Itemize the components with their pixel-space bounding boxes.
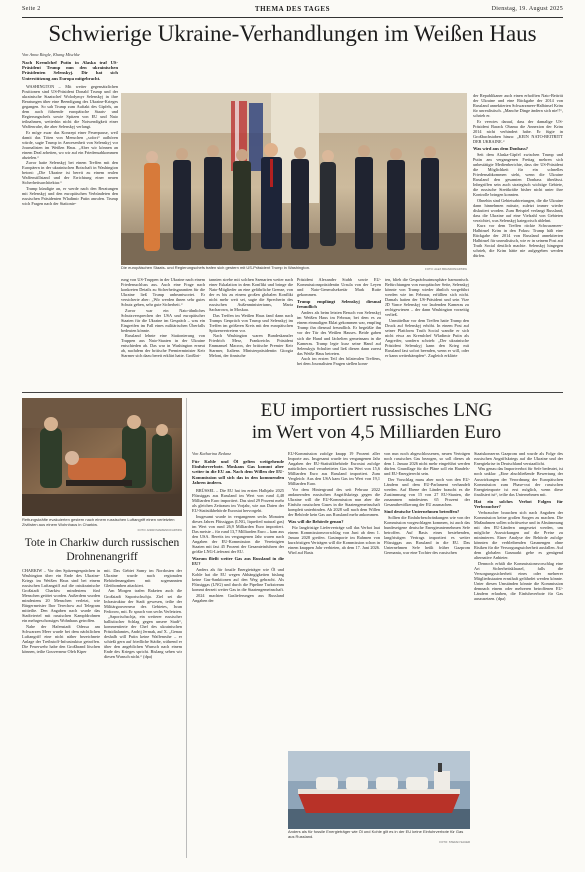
column-divider <box>186 398 187 858</box>
main-headline: Schwierige Ukraine-Verhandlungen im Weißen Haus <box>48 21 537 46</box>
paragraph: EU-Kommission zufolge knapp 19 Prozent aller Importe aus. Insgesamt wurde im vergangenen Jahr Angaben der EU-Statistikbehörde Eurostat zufolge natürliches und verarbeitetes Gas im Wert von 15,6 Milliarden Euro aus Russland importiert. Zum Vergleich: Aus den USA kam Gas im Wert von 19,1 Milliarden Euro. <box>288 451 380 487</box>
paragraph: Staatskonzerns Gazprom und wurde als Folge des russischen Angriffskriegs auf die Ukraine und der Energiekrise in Deutschland verstaatlicht. <box>474 451 563 467</box>
paragraph: Zuvor war ein Nato-ähnliches Schutzversprechen der USA und europäischer Staaten für die Ukraine im Gespräch – was ein Eingreifen im Fall eines militärischen Überfalls bedeuten könnte. <box>121 307 205 333</box>
main-byline: Von Anna Ringle, Khang Mischke <box>22 52 80 57</box>
lng-lead: Für Kohle und Öl gelten weitgehende Einfuhrverbote. Moskaus Gas kommt aber weiter in die EU an. Nach dem Willen der EU-Kommission soll sich das in den kommenden Jahren ändern. <box>192 459 284 485</box>
subheading: Warum fließt weiter Gas aus Russland in die EU? <box>192 555 284 567</box>
paragraph: CHARKIW – Vor den Spitzengesprächen in Washington über ein Ende des Ukraine-Kriegs im Weißen Haus sind bei einem russischen Luftangriff auf die ostukrainische Großstadt Charkiw mindestens fünf Menschen getötet worden. Außerdem wurden mindestens 20 Menschen verletzt, wie Bürgermeister Ihor Terechow auf Telegram mitteilte. Den Angaben nach wurde das Stadtviertel mit russischen Kampfdrohnen ein mehrgeschossiges Wohnhaus getroffen. <box>22 568 100 624</box>
main-lead: Nach Kremlchef Putin in Alaska traf US-Präsident Trump nun den ukrainischen Präsidenten Selenskyj. Dir hat sich Unterstützung aus Europa mitgebracht. <box>22 60 118 81</box>
lng-tanker-photo-image <box>288 751 470 829</box>
paragraph: Nach Washington waren Bundeskanzler Friedrich Merz, Frankreichs Präsident Emmanuel Macron, der britische Premier Keir Starmer, Italiens Ministerpräsidentin Giorgia Meloni, der finnische <box>209 333 293 359</box>
section-title: THEMA DES TAGES <box>254 5 331 13</box>
charkiw-photo <box>22 398 182 516</box>
paragraph: der Republikaner auch einen erhofften Nato-Beitritt der Ukraine und eine Rückgabe der 2014 von Russland annektierten Schwarzmeer-Halbinsel Krim für unrealistisch. „Manche Dinge ändern sich nie!!“, schrieb er. <box>473 93 563 119</box>
paragraph: Er möge zwar das Konzept einer Feuerpause, weil damit das Töten von Menschen „sofort“ aufhören würde, sagte Trump in Anwesenheit von Selenskyj vor Journalisten im Weißen Haus. „Aber wir können an einem Deal arbeiten, wo wir auf ein Friedensabkommen abzielen.“ <box>22 129 118 160</box>
paragraph: mit. Das Gebiet Sumy im Nordosten der Ukraine wurde nach regionalen Behördenangaben mit sogenannten Gleitbomben attackiert. <box>104 568 182 589</box>
main-article-col1 <box>22 52 118 389</box>
lng-photo-caption: Anders als für fossile Energieträger wie Öl und Kohle gilt es in der EU keine Einfuhrverbote für Gas aus Russland. <box>288 829 464 839</box>
charkiw-photo-caption: Rettungskräfte evakuierten gestern nach einem russischen Luftangriff einen verletzten Zivilisten aus einem Wohnhaus in Charkiw. <box>22 517 175 527</box>
paragraph: ten, blieb die Gesprächsatmosphäre harmonisch. Befürchtungen von europäischer Seite, Selenskyj könnte von Trump wieder ähnlich vorgeführt werden wie im Februar, erfüllten sich nicht. Damals hatten der US-Präsident und sein Vize JD Vance Selenskyj vor laufenden Kameras zu rechtgewiesen – der dann Washington vorzeitig verließ. <box>385 277 469 318</box>
subheading: Sind deutsche Unternehmen betroffen? <box>384 508 460 514</box>
paragraph: tannien strebe mit solchen Szenarien weiter nach einer Eskalation in dem Konflikt und bringe die Nato-Mitglieder an eine gefährliche Grenze, von der es bis zu einem großen globalen Konflikt nicht mehr weit sei, sagte die Sprecherin des russischen Außenministeriums, Maria Sacharowa, in Moskau. <box>209 277 293 313</box>
paragraph: Zuvor hatte Selenskyj bei einem Treffen mit den Europäern in der ukrainischen Botschaft in Washington betont: „Die Ukraine ist bereit zu einem realen Waffenstillstand und der Errichtung einer neuen Sicherheitsarchitektur.“ <box>22 160 118 186</box>
lng-headline-line2: im Wert von 4,5 Milliarden Euro <box>251 422 502 443</box>
paragraph: Unmittelbar vor dem Treffen hatte Trump den Druck auf Selenskyj erhöht. In einem Post auf seiner Plattform Truth Social wandte er sich nicht etwa an Kremlchef Wladimir Putin als Angreifer, sondern schrieb: „Der ukrainische Präsident Selenskyj kann den Krieg mit Russland fast sofort beenden, wenn er will, oder er kann weiterkämpfen“. Zugleich erklärte <box>385 317 469 358</box>
paragraph: Insgesamt wurde in vergangenen sechs Monaten dieses Jahres Flüssiggas (LNG, liquefied natural gas) im Wert von rund 26,9 Milliarden Euro importiert. Das meiste – für rund 13,7 Milliarden Euro – kam aus den USA. Bereits im vergangenen Jahr waren nach Angaben der EU-Kommission die Vereinigten Staaten mit fast 45 Prozent der Gesamteinfuhren der größte LNG-Lieferant der EU. <box>192 513 284 554</box>
paragraph: Anders als beim letzten Besuch von Selenskyj im Weißen Haus im Februar, bei dem es zu einem einmaligen Eklat gekommen war, empfing Trump ihn diesmal freundlich. Er begrüßte ihn vor der Tür des Weißen Hauses. Beide gaben sich die Hand und lächelten gemeinsam in die Kameras. Trump legte kurz seine Hand auf Selenskyjs Schulter und ließ diesen dann zuerst das Weiße Haus betreten. <box>297 310 381 356</box>
paragraph: Anders als für fossile Energieträger wie Öl und Kohle hat die EU wegen Abhängigkeiten bislang keine Gas-Sanktionen auf den Weg gebracht. Als Flüssiggas (LNG) und durch die Pipeline Turkstream kommt derzeit weiter Gas in die Staatengemeinschaft. <box>192 567 284 593</box>
issue-date: Dienstag, 19. August 2025 <box>491 6 563 12</box>
charkiw-photo-credit: FOTO: ANDRI MARIENKO/AP/DPA <box>137 528 182 532</box>
lng-headline-line1: EU importiert russisches LNG <box>260 400 493 421</box>
main-article-col6 <box>473 93 563 389</box>
lng-col1 <box>192 451 284 861</box>
lng-photo-credit: FOTO: STEFAN SAUER <box>439 840 470 844</box>
paragraph: Vor dem Hintergrund des seit Februar 2022 andauernden russischen Angriffskriegs gegen die Ukraine will die EU-Kommission nun aber die Einfuhr russischen Gases in die Staatengemeinschaft komplett unterbinden. Ab 2028 soll nach dem Willen der Behörde kein Gas aus Russland mehr ankommen. <box>288 486 380 517</box>
paragraph: Verbraucher brauchen sich nach Angaben der Kommission keine großen Sorgen zu machen. Die Maßnahmen sollen schrittweise und in Abstimmung mit den EU-Ländern umgesetzt werden, um mögliche Auswirkungen auf die Preise zu minimieren. Einer Analyse der Behörde zufolge könnten die verbleibenden Gasmengen ohne Risiken für die Versorgungssicherheit ausfallen. Auf dem globalen Gasmarkt gebe es genügend alternative Anbieter. <box>474 509 563 561</box>
paragraph: Er verwies darauf, dass der damalige US-Präsident Barack Obama die Annexion der Krim 2014 nicht verhindert habe. Er fügte in Großbuchstaben hinzu: „KEIN NATO-BEITRITT DER UKRAINE.“ <box>473 118 563 144</box>
lng-col2 <box>288 451 380 748</box>
page-number: Seite 2 <box>22 6 41 12</box>
charkiw-photo-image <box>22 398 182 516</box>
main-article-col4 <box>297 277 381 389</box>
summit-photo-image <box>121 93 467 265</box>
paragraph: Dennoch erhält die Kommissionsvorschlag eine Art Sicherheitsklausel, falls die Versorgungssicherheit eines oder mehrerer Mitgliedsstaaten ernsthaft gefährdet werden könnte. Unter diesen Umständen könnte die Kommission demnach einem oder mehreren betroffenen EU-Ländern erlauben, die Einfuhrverbote für Gas auszusetzen. (dpa) <box>474 560 563 601</box>
paragraph: Trump kündigte an, er werde nach den Beratungen mit Selenskyj und den europäischen Verbündeten den russischen Präsidenten Wladimir Putin anrufen. Trump wich Fragen nach der Stationie- <box>22 185 118 206</box>
lng-tanker-photo <box>288 751 470 829</box>
paragraph: Das Treffen im Weißen Haus fand dann nach Trumps Gespräch von Trump und Selenskyj im Treffen im größeren Kreis mit den europäischen Spitzenvertretern vor. <box>209 312 293 333</box>
paragraph: Auch im ersten Teil des bilateralen Treffens, bei dem Journalisten Fragen stellen konn- <box>297 356 381 367</box>
paragraph: Russland lehnte eine Stationierung von Truppen aus Nato-Staaten in der Ukraine entschieden ab. Das war in Washington erneut ab, nachdem der britische Premierminister Keir Starmer sich dazu bereit erklärt hatte. Großbri- <box>121 333 205 359</box>
main-article-col2 <box>121 277 205 389</box>
header-rule <box>22 17 563 18</box>
summit-photo-caption: Die europäischen Staats- und Regierungschefs trafen sich gestern mit US-Präsident Trump in Washington. <box>121 265 311 270</box>
paragraph: „Saporischschja, ein weiterer russischer ballistischer Schlag gegen unsere Stadt“, kommentierte der Chef des ukrainischen Präsidialamtes, Andrij Jermak, auf X. „Genau deshalb will Putin keine Waffenruhe – er schießt gern auf friedliche Städte, während er über den angeblichen Wunsch nach einem Ende des Krieges spricht. Bislang sehen wir diesen Wunsch nicht.“ (dpa) <box>104 614 182 660</box>
paragraph: Ohnehin sind Gebietsabtretungen, die die Ukraine dann hinnehmen müsste, zuletzt immer wieder diskutiert worden. Zum Beispiel verlangt Russland, dass die Ukraine auf eine Vielzahl von Gebieten verzichtet, was Selenskyj kategorisch ablehnt. <box>473 197 563 223</box>
charkiw-headline: Tote in Charkiw durch russischen Drohnenangriff <box>24 537 180 563</box>
subheading: Was wird aus dem Donbass? <box>473 145 529 151</box>
lng-byline: Von Katharina Redanz <box>192 451 231 456</box>
paragraph: Am Morgen trafen Raketen auch die Großstadt Saporischschja. Ziel sei die Infrastruktur der Stadt gewesen, teilte der Militärgouverneur des Gebietes, Iwan Fedorow, mit. Er sprach von sechs Verletzten. <box>104 588 182 614</box>
charkiw-col2 <box>104 568 182 858</box>
paragraph: BRÜSSEL – Die EU hat im ersten Halbjahr 2025 Flüssiggas aus Russland im Wert von rund 4,48 Milliarden Euro importiert. Das sind 29 Prozent mehr als gleichen Zeitraum im Vorjahr, wie aus Daten der EU-Statistikbehörde Eurostat hervorgeht. <box>192 488 284 514</box>
paragraph: Sollten die Einfuhrbeschränkungen wie von der Kommission vorgeschlagen kommen, ist auch das bundeseigene deutsche Energieunternehmen Sefe betroffen. Auf Basis eines bestehenden, langfristigen Vertrags importiert es weiter Flüssiggas aus Russland in die EU. Das Unternehmen Sefe heißt früher Gazprom Germania, war eine Tochter des russischen <box>384 514 470 556</box>
lng-col4 <box>474 451 563 861</box>
paragraph: Präsident Alexander Stubb sowie EU-Kommissionspräsidentin Ursula von der Leyen und Nato-Generalsekretär Mark Rutte gekommen. <box>297 277 381 298</box>
subheading: Hat ein solches Verbot Folgen für Verbraucher? <box>474 498 563 509</box>
main-article-col5 <box>385 277 469 389</box>
paragraph: rung von US-Truppen in der Ukraine nach einem Friedensschluss aus. Auch eine Frage nach konkreten Details zu Sicherheitsgarantien für die Ukraine ließ Trump unbeantwortet. Er versicherte aber: „Wir werden ihnen sehr gutes Schutz geben, sehr gute Sicherheit.“ <box>121 277 205 308</box>
paragraph: Der Vorschlag muss aber noch von den EU-Ländern und dem EU-Parlament verhandelt werden. Auf Ebene der Länder braucht es die Zustimmung von 15 von 27 EU-Staaten, die zusammen mindestens 65 Prozent der Gesamtbevölkerung der EU ausmachen. <box>384 476 470 507</box>
charkiw-col1 <box>22 568 100 858</box>
subheading: Was will die Behörde genau? <box>288 518 344 524</box>
lng-headline <box>190 400 563 444</box>
paragraph: Für langfristige Lieferverträge soll das Verbot laut einem Kommissionsvorschlag von Juni ab dem 1. Januar 2028 greifen. Gasimporte im Rahmen von kurzfristigen Verträgen will die Kommission schon in einem knappen Jahr verbieten, ab dem 17. Juni 2026. Wird auf Basis <box>288 524 380 556</box>
paragraph: Nahe der Hafenstadt Odessa am Schwarzen Meer wurde bei dem nächtlichen Luftangriff eine nicht näher bezeichnete Anlage der Treibstoff-Infrastruktur getroffen. Die Feuerwehr habe den Großbrand löschen können, teilte Gouverneur Oleh Kiper <box>22 623 100 655</box>
summit-photo-credit: FOTO: ALEX BRANDON/AP/DPA <box>425 267 467 271</box>
section-divider <box>22 392 563 393</box>
subheading: Trump empfängt Selenskyj diesmal freundlich <box>297 299 381 310</box>
paragraph: WASHINGTON – Mit weiter gegensätzlichen Positionen sind US-Präsident Donald Trump und der ukrainische Staatschef Wolodymyr Selenskyj in ihre Beratungen über eine Beendigung des Ukraine-Krieges gegangen. So sah Trump zum Auftakt des Gipfels, an dem auch führende europäische Staats- und Regierungschefs sowie Spitzen von EU und Nato teilnahmen, weiterhin nicht die Notwendigkeit einer Waffenruhe, die aber Selenskyj verlangt. <box>22 83 118 130</box>
paragraph: Seit dem Alaska-Gipfel zwischen Trump und Putin am vergangenen Freitag mehren sich unbestätigte Medienberichte, dass der US-Präsident die Möglichkeit für ein schnelles Friedensabkommen sieht, wenn die Ukraine Russland den gesamten Donbass überlässt. Inbegriffen sein auch strategisch wichtige Gebiete, die russische Streitkräfte bisher nicht unter ihre Kontrolle bringen konnten. <box>473 151 563 198</box>
lng-col3 <box>384 451 470 748</box>
paragraph: 2024 machten Gaslieferungen aus Russland Angaben der <box>192 592 284 603</box>
paragraph: von nun noch abgeschlossenen, neuen Verträgen noch russisches Gas bezogen, so soll dieses ab dem 1. Januar 2026 nicht mehr eingeführt werden dürfen. Grundlage für die Pläne soll ein Handels- und EU-Energierecht sein. <box>384 451 470 477</box>
summit-photo <box>121 93 467 265</box>
paragraph: Kurz vor dem Treffen rückte Schwarzmeer-Halbinsel Krim in den Fokus: Trump hält eine Rückgabe der 2014 von Russland annektierten Halbinsel für unrealistisch, wie er in seinem Post auf Truth Social deutlich machte. Selenskyj hingegen schrieb, die Krim hätte nie aufgegeben werden dürfen. <box>473 223 563 259</box>
main-article-col3 <box>209 277 293 389</box>
paragraph: Was genau das Importverbot für Sefe bedeutet, ist noch unklar: „Eine abschließende Bewertung der Auswirkungen der Verordnung der Europäischen Kommission zum Phase-out der russischen Energieimporte ist erst möglich, wenn diese finalisiert ist“, teilte das Unternehmen mit. <box>474 466 563 497</box>
